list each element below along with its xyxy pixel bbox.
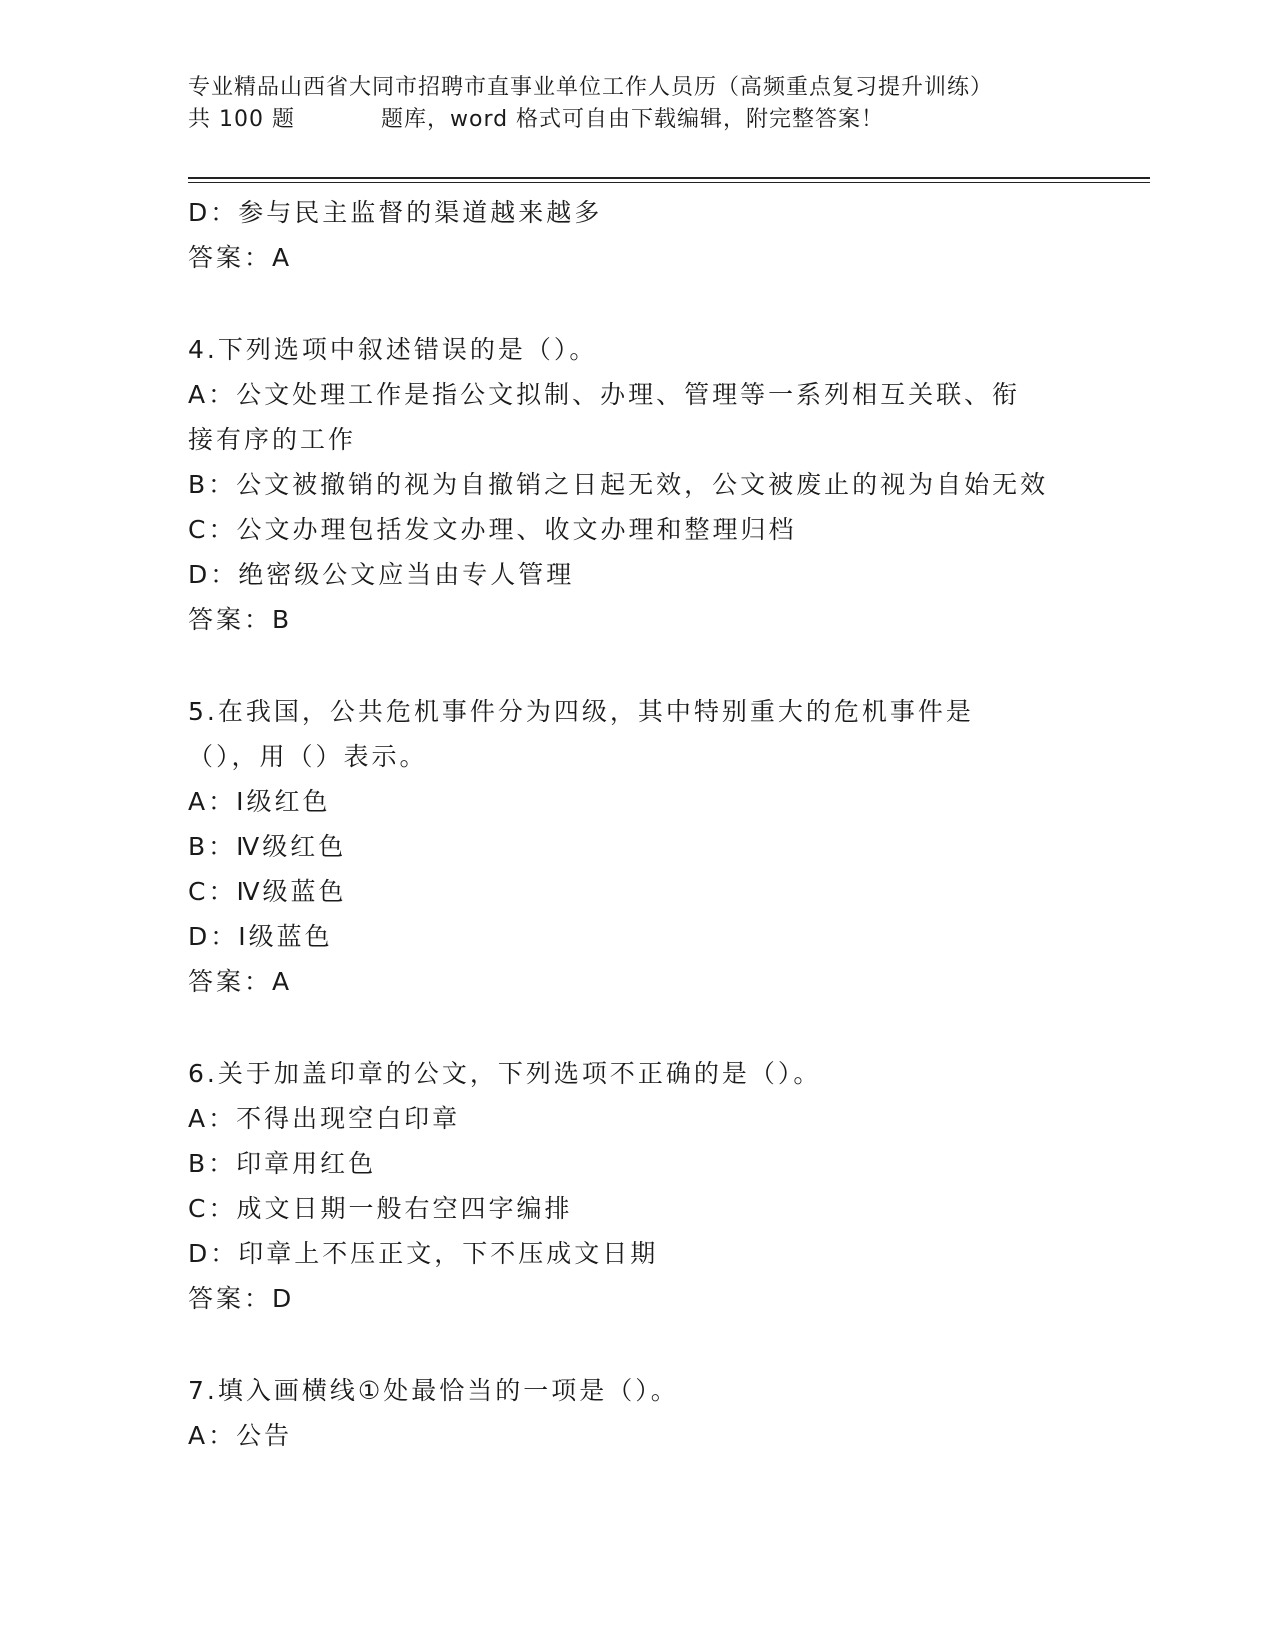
option-a: A：公文处理工作是指公文拟制、办理、管理等一系列相互关联、衔接有序的工作: [188, 380, 1021, 454]
header-title: 专业精品山西省大同市招聘市直事业单位工作人员历（高频重点复习提升训练）: [188, 75, 994, 100]
answer: 答案：A: [188, 243, 293, 272]
question-stem: 5.在我国，公共危机事件分为四级，其中特别重大的危机事件是（），用（）表示。: [188, 697, 974, 771]
option-c: C：成文日期一般右空四字编排: [188, 1194, 573, 1223]
header-divider-thin: [188, 182, 1150, 183]
option-d: D：参与民主监督的渠道越来越多: [188, 198, 603, 227]
question-count: 共 100 题: [188, 107, 295, 132]
question-block-7: [188, 1368, 1088, 1458]
option-d: D：印章上不压正文，下不压成文日期: [188, 1239, 659, 1268]
question-block-5: [188, 689, 1088, 1004]
answer: 答案：A: [188, 967, 293, 996]
option-a: A：不得出现空白印章: [188, 1104, 461, 1133]
option-b: B：公文被撤销的视为自撤销之日起无效，公文被废止的视为自始无效: [188, 470, 1049, 499]
option-a: A：Ⅰ级红色: [188, 787, 331, 816]
option-d: D：绝密级公文应当由专人管理: [188, 560, 575, 589]
header-subtitle: [188, 104, 1148, 136]
answer: 答案：B: [188, 605, 293, 634]
question-stem: 6.关于加盖印章的公文，下列选项不正确的是（）。: [188, 1059, 822, 1088]
option-b: B：Ⅳ级红色: [188, 832, 347, 861]
question-block-4: [188, 327, 1088, 642]
header-description: 题库，word 格式可自由下载编辑，附完整答案！: [380, 107, 885, 132]
option-b: B：印章用红色: [188, 1149, 377, 1178]
question-list: [188, 190, 1088, 1458]
question-block-3: [188, 190, 1088, 280]
question-block-6: [188, 1051, 1088, 1321]
header-divider: [188, 177, 1150, 179]
question-stem: 7.填入画横线①处最恰当的一项是（）。: [188, 1376, 679, 1405]
option-c: C：公文办理包括发文办理、收文办理和整理归档: [188, 515, 797, 544]
option-d: D：Ⅰ级蓝色: [188, 922, 333, 951]
question-stem: 4.下列选项中叙述错误的是（）。: [188, 335, 598, 364]
answer: 答案：D: [188, 1284, 295, 1313]
page-header: [188, 72, 1148, 136]
option-c: C：Ⅳ级蓝色: [188, 877, 347, 906]
option-a: A：公告: [188, 1421, 293, 1450]
